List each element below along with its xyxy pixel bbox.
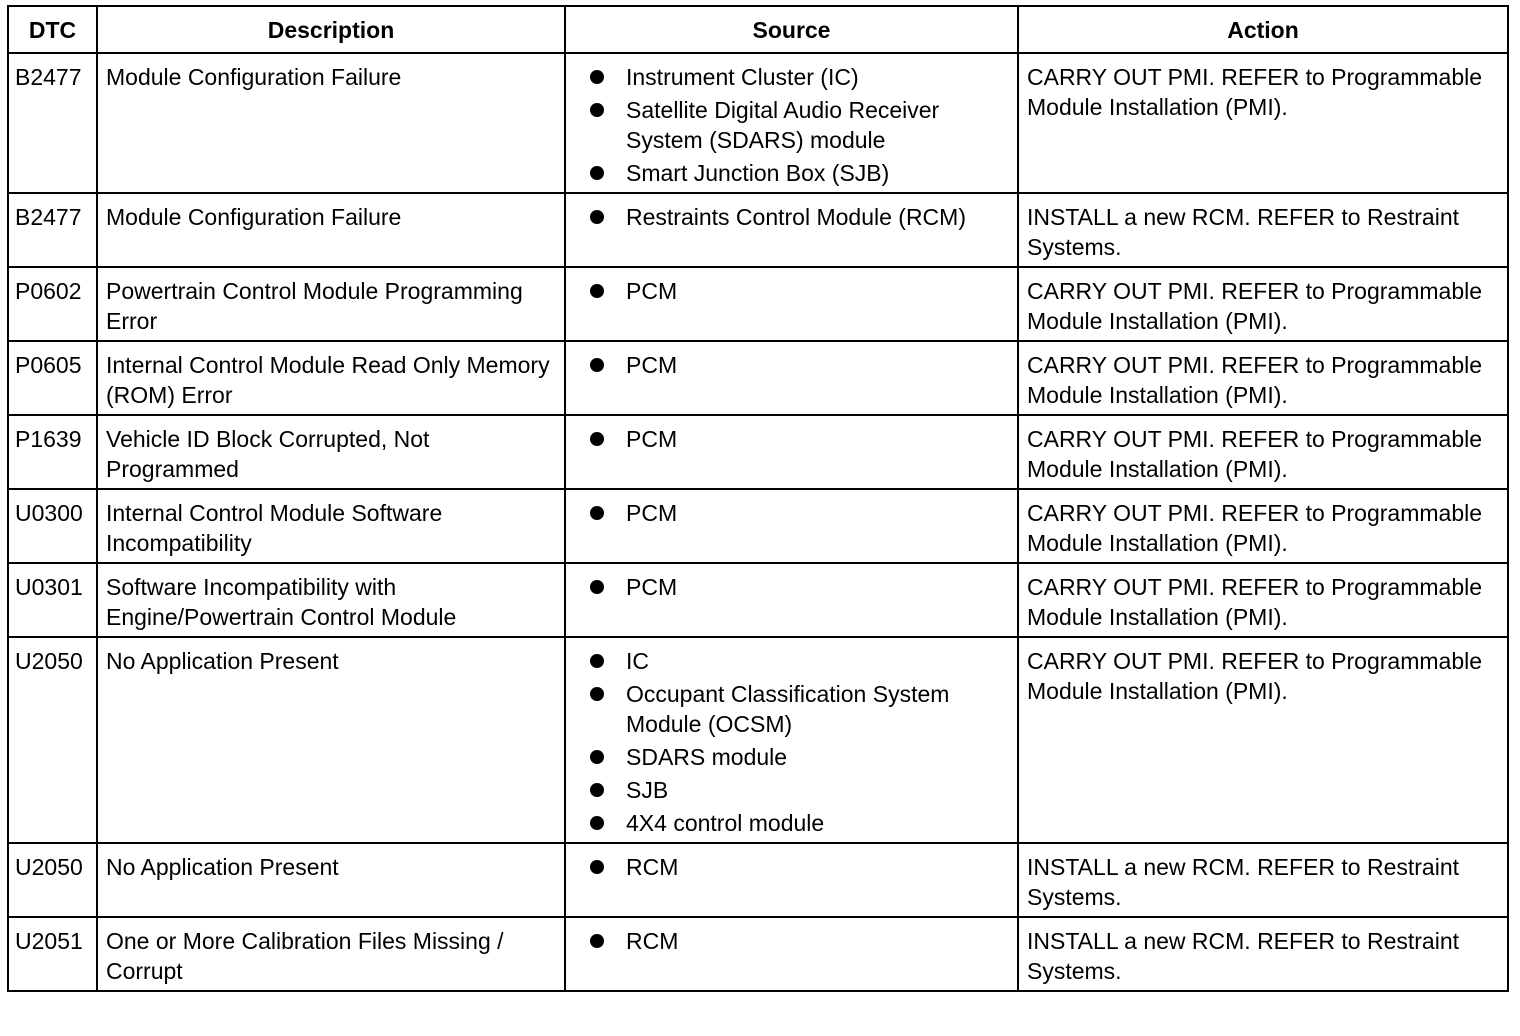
action-cell: INSTALL a new RCM. REFER to Restraint Systems. xyxy=(1018,917,1508,991)
source-item-label: Restraints Control Module (RCM) xyxy=(626,204,966,230)
action-cell: CARRY OUT PMI. REFER to Programmable Module Installation (PMI). xyxy=(1018,489,1508,563)
table-row xyxy=(8,563,1508,637)
source-item xyxy=(626,424,1009,454)
dtc-code-cell: B2477 xyxy=(8,53,97,193)
dtc-code-cell: U0301 xyxy=(8,563,97,637)
source-cell xyxy=(565,489,1018,563)
source-item-label: Instrument Cluster (IC) xyxy=(626,64,859,90)
dtc-code-cell: B2477 xyxy=(8,193,97,267)
description-cell: One or More Calibration Files Missing / Corrupt xyxy=(97,917,565,991)
bullet-icon xyxy=(590,432,604,446)
source-item xyxy=(626,62,1009,92)
source-item xyxy=(626,742,1009,772)
table-row xyxy=(8,193,1508,267)
source-cell xyxy=(565,53,1018,193)
dtc-code-cell: U2050 xyxy=(8,843,97,917)
source-item xyxy=(626,852,1009,882)
description-cell: Vehicle ID Block Corrupted, Not Programmed xyxy=(97,415,565,489)
source-item-label: Smart Junction Box (SJB) xyxy=(626,160,890,186)
bullet-icon xyxy=(590,654,604,668)
table-row xyxy=(8,415,1508,489)
header-description: Description xyxy=(97,6,565,53)
source-item-label: PCM xyxy=(626,574,678,600)
table-row xyxy=(8,53,1508,193)
source-item xyxy=(626,276,1009,306)
action-cell: INSTALL a new RCM. REFER to Restraint Systems. xyxy=(1018,193,1508,267)
table-row xyxy=(8,267,1508,341)
dtc-code-cell: U2051 xyxy=(8,917,97,991)
source-list xyxy=(574,498,1009,528)
source-item xyxy=(626,572,1009,602)
bullet-icon xyxy=(590,70,604,84)
dtc-code-cell: U0300 xyxy=(8,489,97,563)
source-list xyxy=(574,572,1009,602)
bullet-icon xyxy=(590,103,604,117)
action-cell: CARRY OUT PMI. REFER to Programmable Module Installation (PMI). xyxy=(1018,267,1508,341)
dtc-code-cell: P0605 xyxy=(8,341,97,415)
source-item-label: PCM xyxy=(626,278,678,304)
source-item-label: SJB xyxy=(626,777,669,803)
description-cell: Module Configuration Failure xyxy=(97,53,565,193)
source-list xyxy=(574,62,1009,188)
table-row xyxy=(8,637,1508,843)
source-item xyxy=(626,158,1009,188)
dtc-table xyxy=(7,5,1509,992)
description-cell: No Application Present xyxy=(97,637,565,843)
source-list xyxy=(574,276,1009,306)
table-row xyxy=(8,341,1508,415)
source-item-label: PCM xyxy=(626,500,678,526)
source-item xyxy=(626,95,1009,155)
source-item xyxy=(626,646,1009,676)
bullet-icon xyxy=(590,816,604,830)
source-cell xyxy=(565,563,1018,637)
source-item-label: Occupant Classification System Module (OCSM) xyxy=(626,681,950,737)
bullet-icon xyxy=(590,506,604,520)
action-cell: CARRY OUT PMI. REFER to Programmable Module Installation (PMI). xyxy=(1018,415,1508,489)
bullet-icon xyxy=(590,783,604,797)
dtc-code-cell: U2050 xyxy=(8,637,97,843)
bullet-icon xyxy=(590,934,604,948)
description-cell: Powertrain Control Module Programming Error xyxy=(97,267,565,341)
action-cell: CARRY OUT PMI. REFER to Programmable Module Installation (PMI). xyxy=(1018,341,1508,415)
table-row xyxy=(8,489,1508,563)
header-source: Source xyxy=(565,6,1018,53)
source-item-label: PCM xyxy=(626,426,678,452)
header-dtc: DTC xyxy=(8,6,97,53)
source-cell xyxy=(565,415,1018,489)
source-item xyxy=(626,808,1009,838)
source-item-label: PCM xyxy=(626,352,678,378)
source-item xyxy=(626,202,1009,232)
source-cell xyxy=(565,637,1018,843)
source-list xyxy=(574,350,1009,380)
bullet-icon xyxy=(590,750,604,764)
source-item xyxy=(626,350,1009,380)
source-list xyxy=(574,646,1009,838)
source-cell xyxy=(565,193,1018,267)
table-row xyxy=(8,843,1508,917)
source-item xyxy=(626,926,1009,956)
description-cell: Module Configuration Failure xyxy=(97,193,565,267)
description-cell: Internal Control Module Software Incompatibility xyxy=(97,489,565,563)
description-cell: Internal Control Module Read Only Memory (ROM) Error xyxy=(97,341,565,415)
source-cell xyxy=(565,341,1018,415)
header-row xyxy=(8,6,1508,53)
action-cell: CARRY OUT PMI. REFER to Programmable Module Installation (PMI). xyxy=(1018,53,1508,193)
bullet-icon xyxy=(590,284,604,298)
source-item-label: SDARS module xyxy=(626,744,788,770)
bullet-icon xyxy=(590,166,604,180)
source-list xyxy=(574,926,1009,956)
source-item-label: RCM xyxy=(626,854,679,880)
source-item-label: RCM xyxy=(626,928,679,954)
source-cell xyxy=(565,917,1018,991)
action-cell: INSTALL a new RCM. REFER to Restraint Systems. xyxy=(1018,843,1508,917)
action-cell: CARRY OUT PMI. REFER to Programmable Module Installation (PMI). xyxy=(1018,563,1508,637)
description-cell: Software Incompatibility with Engine/Powertrain Control Module xyxy=(97,563,565,637)
source-list xyxy=(574,202,1009,232)
bullet-icon xyxy=(590,687,604,701)
source-cell xyxy=(565,267,1018,341)
header-action: Action xyxy=(1018,6,1508,53)
source-item xyxy=(626,498,1009,528)
source-list xyxy=(574,852,1009,882)
source-list xyxy=(574,424,1009,454)
source-item xyxy=(626,775,1009,805)
source-item-label: 4X4 control module xyxy=(626,810,825,836)
dtc-code-cell: P0602 xyxy=(8,267,97,341)
source-item-label: IC xyxy=(626,648,649,674)
table-row xyxy=(8,917,1508,991)
source-cell xyxy=(565,843,1018,917)
description-cell: No Application Present xyxy=(97,843,565,917)
bullet-icon xyxy=(590,210,604,224)
bullet-icon xyxy=(590,860,604,874)
bullet-icon xyxy=(590,358,604,372)
action-cell: CARRY OUT PMI. REFER to Programmable Module Installation (PMI). xyxy=(1018,637,1508,843)
dtc-code-cell: P1639 xyxy=(8,415,97,489)
bullet-icon xyxy=(590,580,604,594)
source-item xyxy=(626,679,1009,739)
source-item-label: Satellite Digital Audio Receiver System (SDARS) module xyxy=(626,97,940,153)
